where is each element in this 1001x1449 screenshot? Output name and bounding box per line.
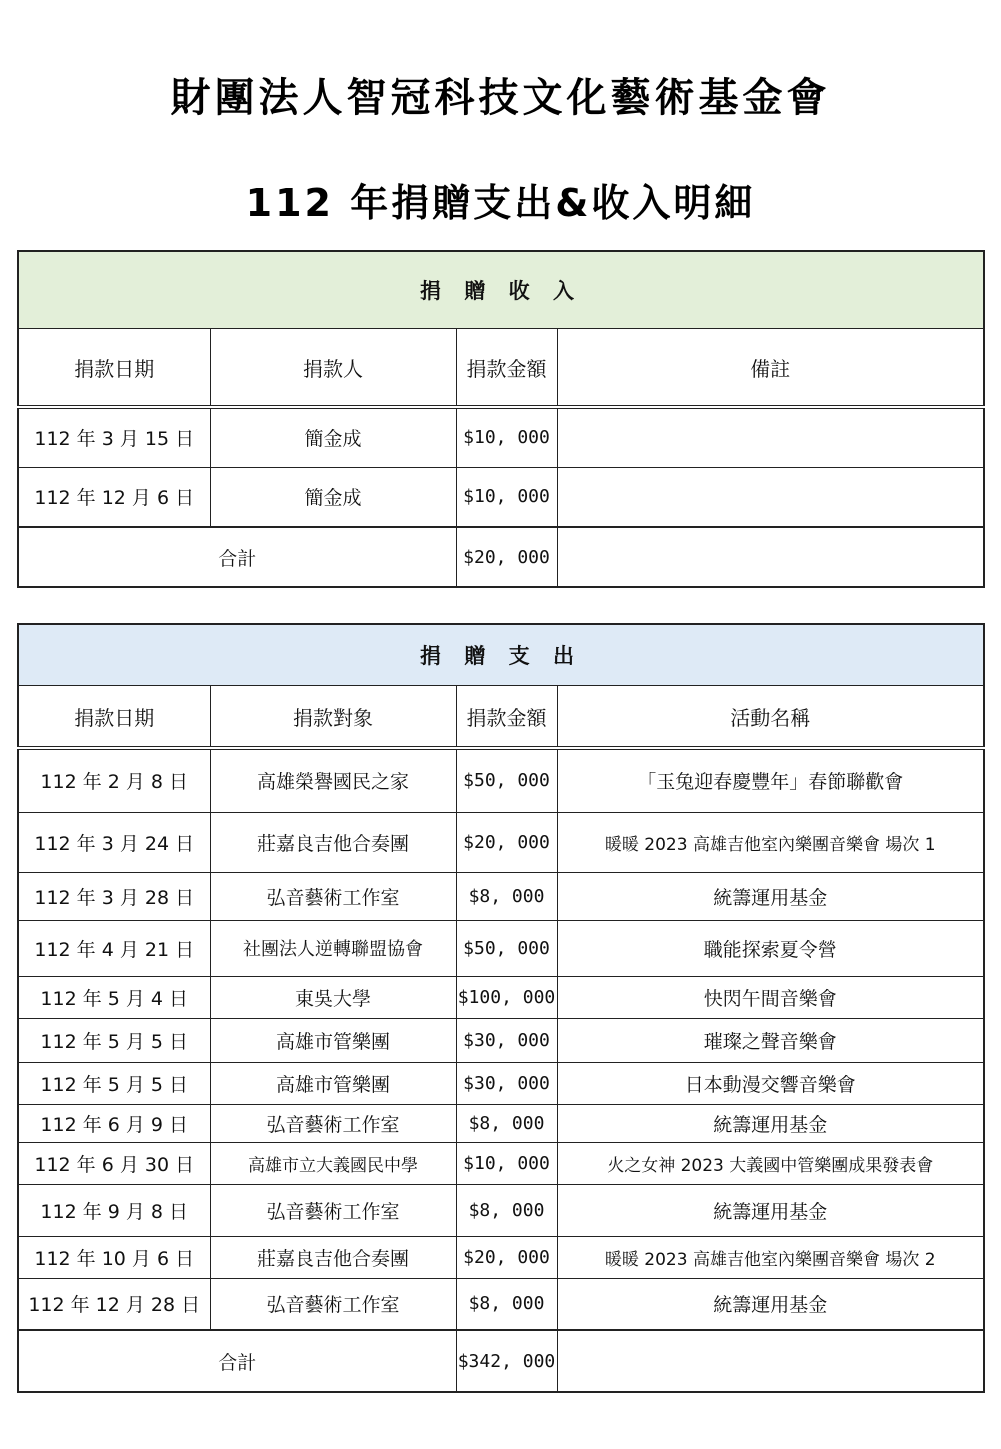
expense-section-title: 捐 贈 支 出	[18, 624, 984, 686]
expense-activity: 「玉兔迎春慶豐年」春節聯歡會	[557, 748, 984, 812]
expense-date: 112 年 9 月 8 日	[18, 1184, 210, 1236]
income-date: 112 年 12 月 6 日	[18, 467, 210, 527]
table-row	[18, 1062, 984, 1104]
expense-recipient: 高雄市立大義國民中學	[210, 1142, 456, 1184]
expense-amount: $30, 000	[456, 1018, 557, 1062]
table-row	[18, 467, 984, 527]
expense-recipient: 弘音藝術工作室	[210, 872, 456, 920]
income-total-note	[557, 527, 984, 587]
expense-recipient: 莊嘉良吉他合奏團	[210, 1236, 456, 1278]
expense-activity: 日本動漫交響音樂會	[557, 1062, 984, 1104]
expense-total-label: 合計	[18, 1330, 456, 1392]
table-row	[18, 407, 984, 467]
org-name: 財團法人智冠科技文化藝術基金會	[170, 75, 831, 121]
expense-activity: 統籌運用基金	[557, 1278, 984, 1330]
income-table	[17, 250, 985, 588]
expense-date: 112 年 3 月 28 日	[18, 872, 210, 920]
expense-date: 112 年 6 月 30 日	[18, 1142, 210, 1184]
expense-col-date: 捐款日期	[18, 686, 210, 749]
expense-col-activity: 活動名稱	[557, 686, 984, 749]
income-col-amount: 捐款金額	[456, 329, 557, 408]
expense-amount: $50, 000	[456, 748, 557, 812]
expense-col-recipient: 捐款對象	[210, 686, 456, 749]
expense-activity: 快閃午間音樂會	[557, 976, 984, 1018]
income-col-donor: 捐款人	[210, 329, 456, 408]
expense-recipient: 弘音藝術工作室	[210, 1278, 456, 1330]
table-row	[18, 1104, 984, 1142]
expense-total-row	[18, 1330, 984, 1392]
expense-activity: 暖暖 2023 高雄吉他室內樂團音樂會 場次 2	[557, 1236, 984, 1278]
expense-amount: $50, 000	[456, 920, 557, 976]
expense-activity: 統籌運用基金	[557, 1104, 984, 1142]
income-col-date: 捐款日期	[18, 329, 210, 408]
expense-date: 112 年 2 月 8 日	[18, 748, 210, 812]
expense-date: 112 年 10 月 6 日	[18, 1236, 210, 1278]
income-total-row	[18, 527, 984, 587]
expense-activity: 暖暖 2023 高雄吉他室內樂團音樂會 場次 1	[557, 812, 984, 872]
expense-date: 112 年 5 月 5 日	[18, 1018, 210, 1062]
expense-activity: 璀璨之聲音樂會	[557, 1018, 984, 1062]
expense-amount: $8, 000	[456, 1184, 557, 1236]
expense-recipient: 高雄市管樂團	[210, 1062, 456, 1104]
income-donor: 簡金成	[210, 467, 456, 527]
expense-recipient: 東吳大學	[210, 976, 456, 1018]
income-total-amount: $20, 000	[456, 527, 557, 587]
expense-amount: $30, 000	[456, 1062, 557, 1104]
expense-recipient: 高雄市管樂團	[210, 1018, 456, 1062]
expense-amount: $8, 000	[456, 1104, 557, 1142]
table-row	[18, 1278, 984, 1330]
income-date: 112 年 3 月 15 日	[18, 407, 210, 467]
income-amount: $10, 000	[456, 467, 557, 527]
table-row	[18, 1018, 984, 1062]
expense-amount: $10, 000	[456, 1142, 557, 1184]
income-col-note: 備註	[557, 329, 984, 408]
expense-col-amount: 捐款金額	[456, 686, 557, 749]
expense-amount: $100, 000	[456, 976, 557, 1018]
table-row	[18, 1142, 984, 1184]
expense-activity: 統籌運用基金	[557, 872, 984, 920]
income-total-label: 合計	[18, 527, 456, 587]
table-row	[18, 812, 984, 872]
expense-date: 112 年 12 月 28 日	[18, 1278, 210, 1330]
expense-date: 112 年 4 月 21 日	[18, 920, 210, 976]
expense-activity: 火之女神 2023 大義國中管樂團成果發表會	[557, 1142, 984, 1184]
expense-date: 112 年 5 月 4 日	[18, 976, 210, 1018]
expense-table	[17, 623, 985, 1393]
expense-total-amount: $342, 000	[456, 1330, 557, 1392]
table-row	[18, 872, 984, 920]
expense-recipient: 社團法人逆轉聯盟協會	[210, 920, 456, 976]
income-donor: 簡金成	[210, 407, 456, 467]
expense-activity: 統籌運用基金	[557, 1184, 984, 1236]
expense-total-note	[557, 1330, 984, 1392]
expense-amount: $8, 000	[456, 1278, 557, 1330]
doc-title: 112 年捐贈支出&收入明細	[245, 181, 756, 225]
expense-recipient: 弘音藝術工作室	[210, 1104, 456, 1142]
expense-date: 112 年 5 月 5 日	[18, 1062, 210, 1104]
income-section-title: 捐 贈 收 入	[18, 251, 984, 329]
expense-date: 112 年 3 月 24 日	[18, 812, 210, 872]
table-row	[18, 1236, 984, 1278]
expense-amount: $20, 000	[456, 812, 557, 872]
table-row	[18, 748, 984, 812]
expense-amount: $20, 000	[456, 1236, 557, 1278]
expense-activity: 職能探索夏令營	[557, 920, 984, 976]
expense-amount: $8, 000	[456, 872, 557, 920]
income-amount: $10, 000	[456, 407, 557, 467]
income-note	[557, 467, 984, 527]
expense-date: 112 年 6 月 9 日	[18, 1104, 210, 1142]
expense-recipient: 莊嘉良吉他合奏團	[210, 812, 456, 872]
expense-recipient: 高雄榮譽國民之家	[210, 748, 456, 812]
income-note	[557, 407, 984, 467]
table-row	[18, 976, 984, 1018]
table-row	[18, 920, 984, 976]
table-row	[18, 1184, 984, 1236]
expense-recipient: 弘音藝術工作室	[210, 1184, 456, 1236]
